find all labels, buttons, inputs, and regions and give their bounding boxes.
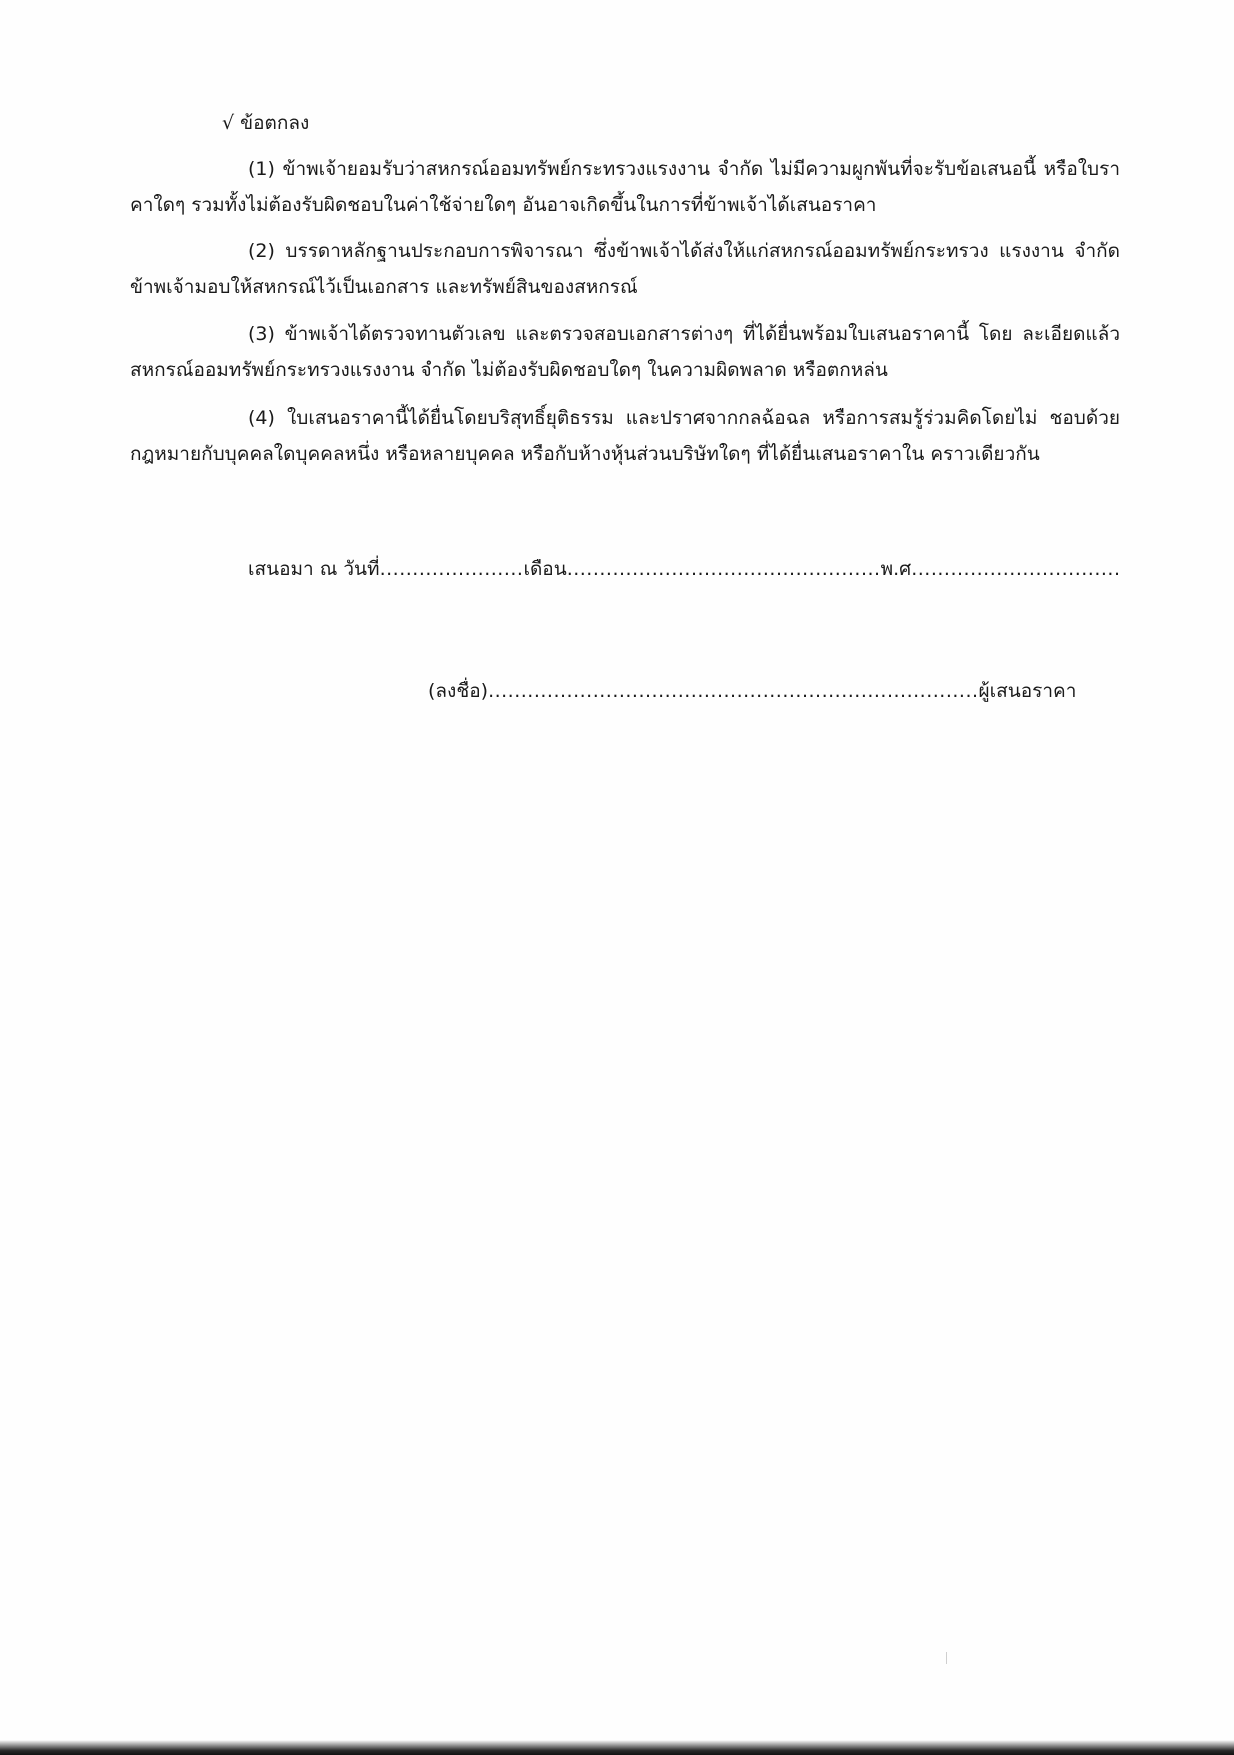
year-label: พ.ศ [880, 558, 912, 580]
year-blank: ................................ [911, 558, 1121, 580]
month-blank: ................................................ [566, 558, 881, 580]
clause-4 [130, 400, 1120, 472]
signature-suffix: ผู้เสนอราคา [978, 680, 1077, 702]
clause-2-text: (2) บรรดาหลักฐานประกอบการพิจารณา ซึ่งข้าพเจ้าได้ส่งให้แก่สหกรณ์ออมทรัพย์กระทรวง แรงงาน จำกัด ข้าพเจ้ามอบให้สหกรณ์ไว้เป็นเอกสาร และทรัพย์สินของสหกรณ์ [130, 240, 1120, 298]
scan-artifact [946, 1652, 947, 1664]
clause-1-text: (1) ข้าพเจ้ายอมรับว่าสหกรณ์ออมทรัพย์กระทรวงแรงงาน จำกัด ไม่มีความผูกพันที่จะรับข้อเสนอนี้ หรือใบราคาใดๆ รวมทั้งไม่ต้องรับผิดชอบในค่าใช้จ่ายใดๆ อันอาจเกิดขึ้นในการที่ข้าพเจ้าได้เสนอราคา [130, 158, 1120, 216]
submission-date-line [248, 556, 1120, 582]
date-prefix: เสนอมา ณ วันที่ [248, 558, 380, 580]
clause-3-text: (3) ข้าพเจ้าได้ตรวจทานตัวเลข และตรวจสอบเอกสารต่างๆ ที่ได้ยื่นพร้อมใบเสนอราคานี้ โดย ละเอียดแล้ว สหกรณ์ออมทรัพย์กระทรวงแรงงาน จำกัด ไม่ต้องรับผิดชอบใดๆ ในความผิดพลาด หรือตกหล่น [130, 323, 1120, 381]
day-blank: ...................... [379, 558, 524, 580]
clause-1 [130, 151, 1120, 223]
clause-2 [130, 233, 1120, 305]
signature-prefix: (ลงชื่อ) [428, 680, 489, 702]
signature-line [428, 678, 1076, 704]
clause-3 [130, 316, 1120, 388]
clause-4-text: (4) ใบเสนอราคานี้ได้ยื่นโดยบริสุทธิ์ยุติธรรม และปราศจากกลฉ้อฉล หรือการสมรู้ร่วมคิดโดยไม่ ชอบด้วยกฎหมายกับบุคคลใดบุคคลหนึ่ง หรือหลายบุคคล หรือกับห้างหุ้นส่วนบริษัทใดๆ ที่ได้ยื่นเสนอราคาใน คราวเดียวกัน [130, 407, 1120, 465]
scan-bottom-edge [0, 1740, 1234, 1755]
agreement-heading: √ ข้อตกลง [222, 112, 310, 134]
signature-blank: ........................................................................... [488, 680, 979, 702]
month-label: เดือน [523, 558, 567, 580]
